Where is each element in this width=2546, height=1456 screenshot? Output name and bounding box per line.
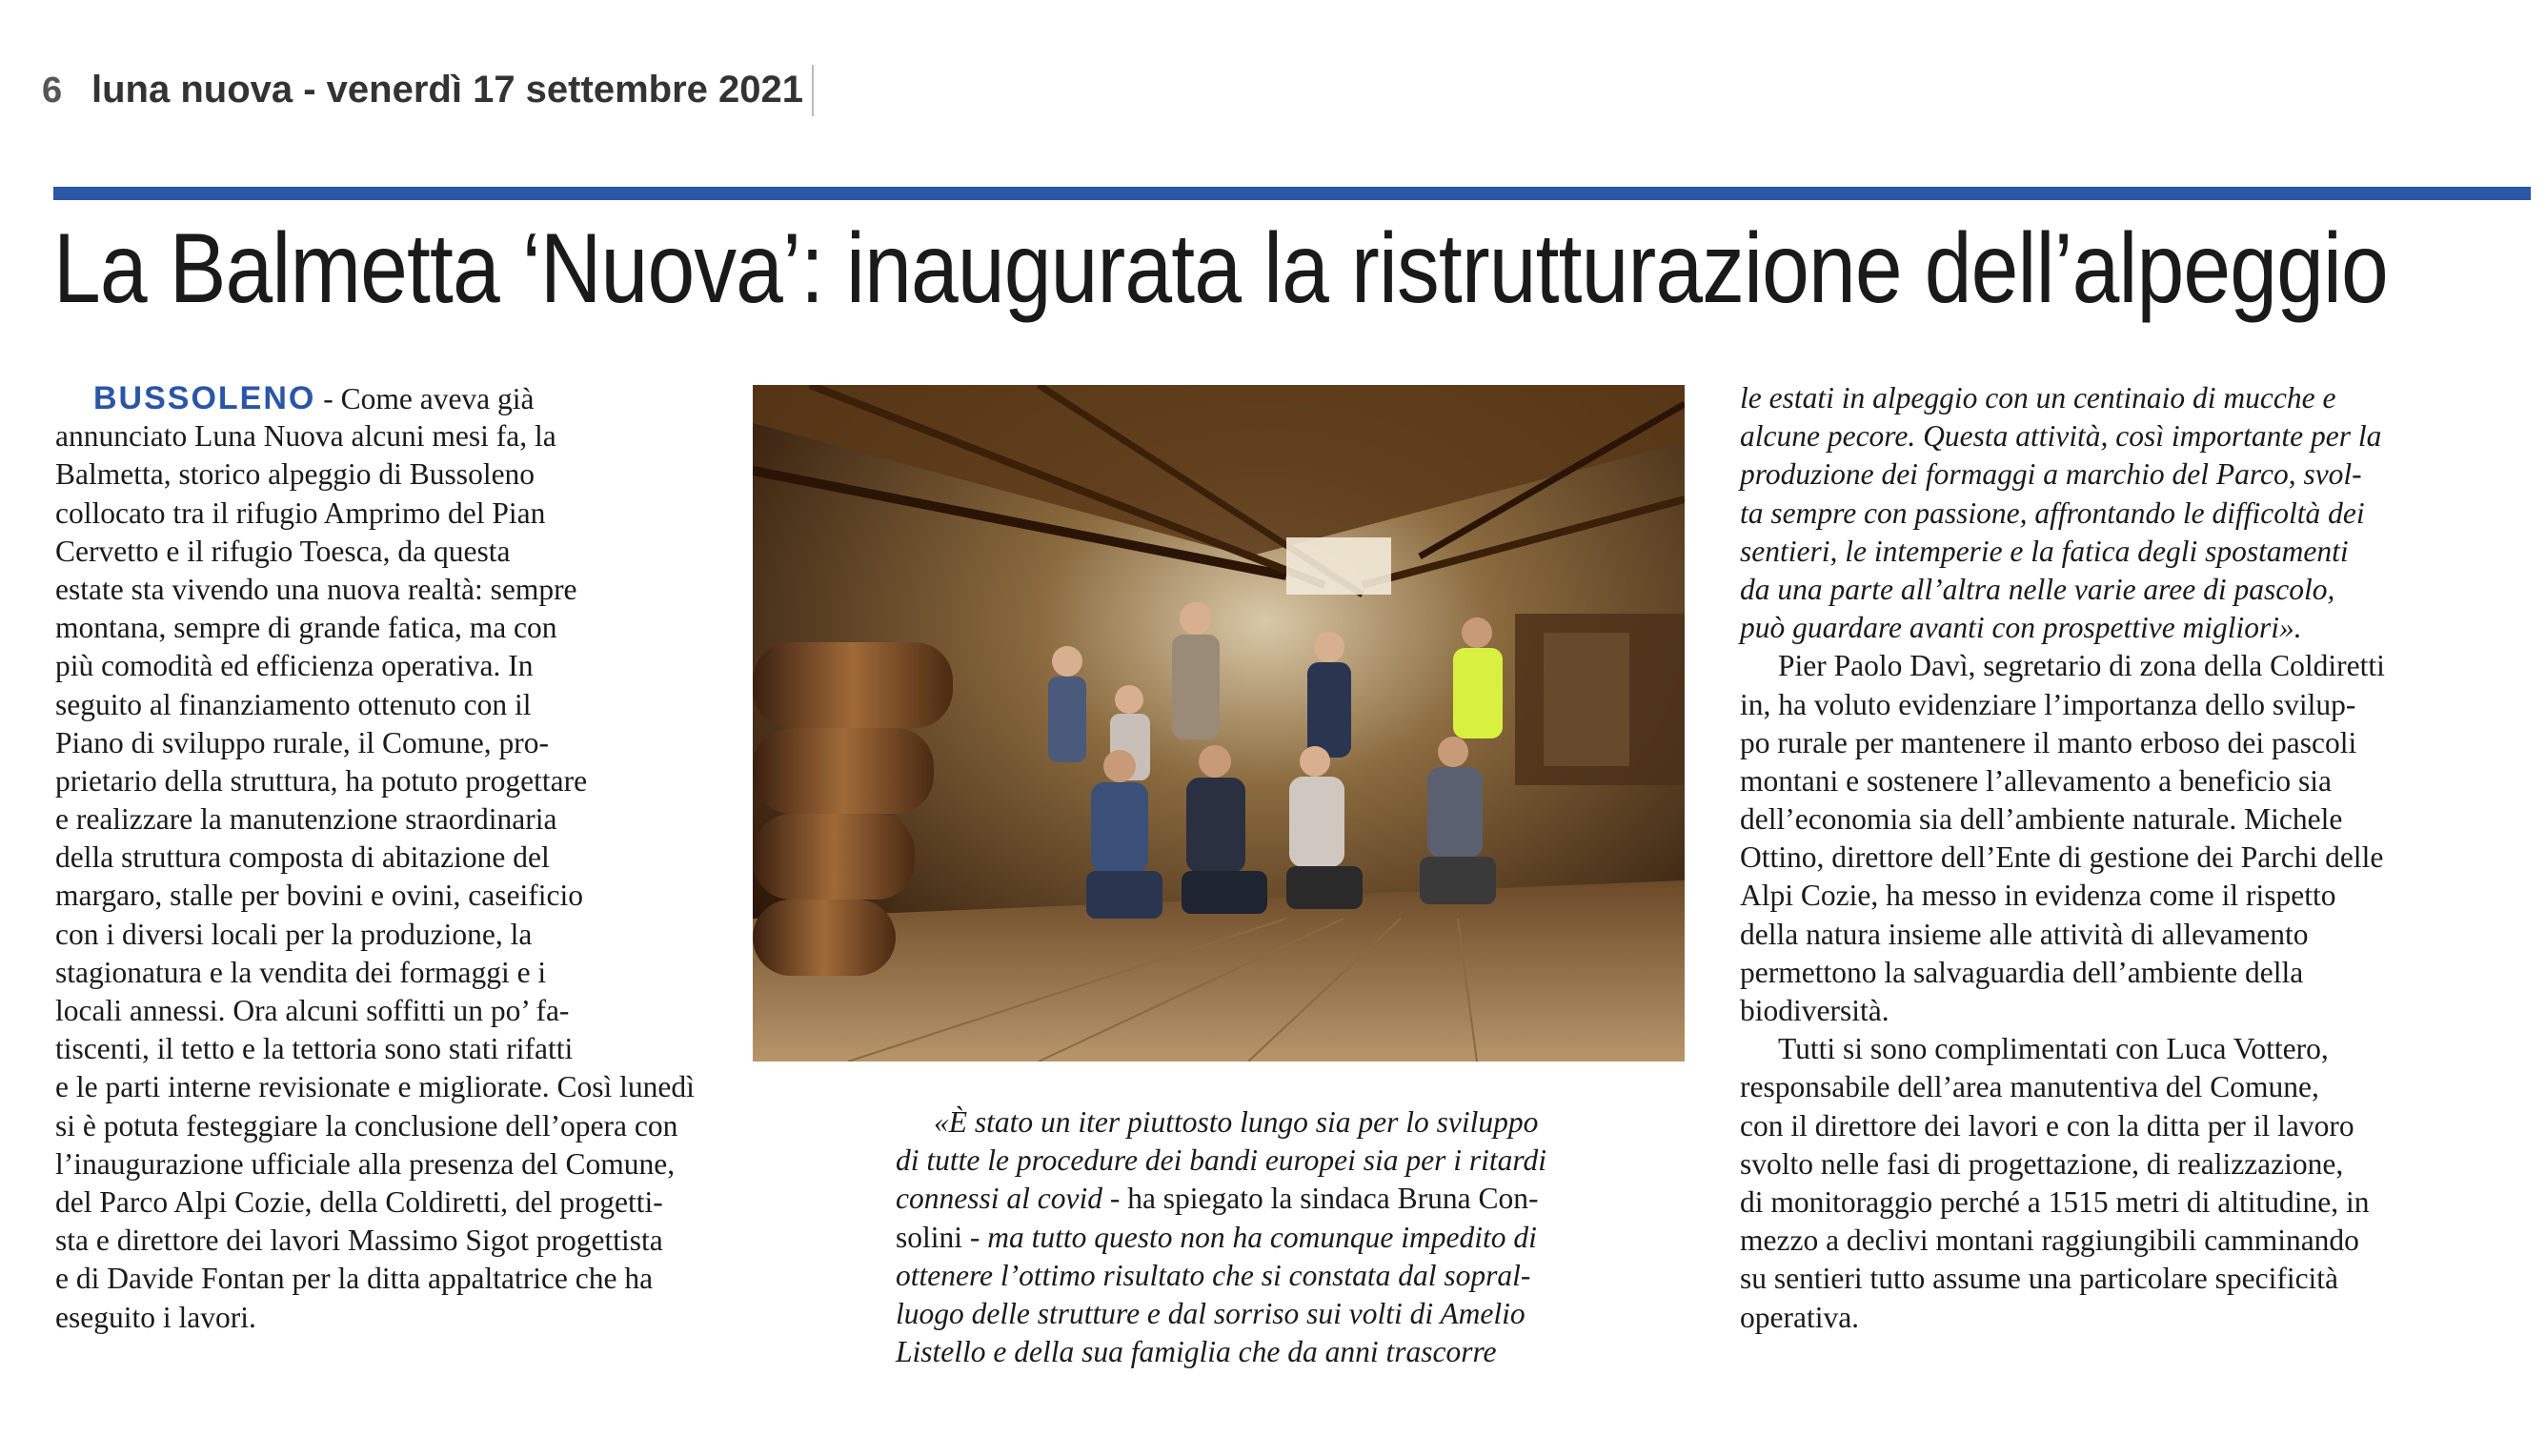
text-line: e realizzare la manutenzione straordinaria (55, 802, 557, 837)
italic-run: ma tutto questo non ha comunque impedito di (987, 1220, 1537, 1254)
italic-line: può guardare avanti con prospettive migliori». (1740, 611, 2302, 645)
text-line: svolto nelle fasi di progettazione, di realizzazione, (1740, 1146, 2344, 1181)
article-headline: La Balmetta ‘Nuova’: inaugurata la ristrutturazione dell’alpeggio (53, 213, 2388, 324)
text-line (896, 1257, 1687, 1295)
dateline: BUSSOLENO (93, 380, 316, 416)
text-line: Cervetto e il rifugio Toesca, da questa (55, 534, 511, 568)
italic-line: produzione dei formaggi a marchio del Parco, svol- (1740, 457, 2362, 492)
text-line: sta e direttore dei lavori Massimo Sigot progettista (55, 1223, 663, 1258)
page-number: 6 (42, 71, 63, 111)
text-line (896, 1142, 1687, 1180)
text-line: in, ha voluto evidenziare l’importanza dello svilup- (1740, 687, 2356, 721)
text-run: - Come aveva già (315, 382, 535, 415)
article-column-2 (896, 1103, 1687, 1371)
text-line: Piano di sviluppo rurale, il Comune, pro- (55, 725, 549, 759)
text-line: e le parti interne revisionate e migliorate. Così lunedì (55, 1070, 695, 1104)
text-line: tiscenti, il tetto e la tettoria sono stati rifatti (55, 1032, 574, 1066)
text-line: operativa. (1740, 1300, 1860, 1334)
text-line: con i diversi locali per la produzione, la (55, 917, 533, 951)
text-line: seguito al finanziamento ottenuto con il (55, 687, 532, 721)
italic-run: «È stato un iter piuttosto lungo sia per lo sviluppo (934, 1105, 1539, 1139)
text-line: montani e sostenere l’allevamento a beneficio sia (1740, 763, 2333, 798)
italic-run: di tutte le procedure dei bandi europei sia per i ritardi (896, 1143, 1546, 1178)
italic-run: luogo delle strutture e dal sorriso sui volti di Amelio (896, 1296, 1526, 1330)
text-line: Alpi Cozie, ha messo in evidenza come il rispetto (1740, 879, 2336, 913)
text-line: mezzo a declivi montani raggiungibili camminando (1740, 1223, 2359, 1258)
header-rule (53, 187, 2531, 200)
text-line: annunciato Luna Nuova alcuni mesi fa, la (55, 419, 556, 454)
italic-line: da una parte all’altra nelle varie aree di pascolo, (1740, 572, 2335, 606)
text-line: po rurale per mantenere il manto erboso dei pascoli (1740, 725, 2357, 759)
text-run: solini - (896, 1220, 988, 1254)
text-line: con il direttore dei lavori e con la ditta per il lavoro (1740, 1108, 2354, 1143)
text-line: e di Davide Fontan per la ditta appaltatrice che ha (55, 1262, 654, 1296)
text-line: eseguito i lavori. (55, 1300, 256, 1334)
text-line: del Parco Alpi Cozie, della Coldiretti, del progetti- (55, 1184, 663, 1219)
text-line: Tutti si sono complimentati con Luca Vottero, (1778, 1032, 2329, 1066)
text-line: Pier Paolo Davì, segretario di zona della Coldiretti (1778, 649, 2385, 683)
text-line: della struttura composta di abitazione del (55, 840, 550, 875)
text-line: margaro, stalle per bovini e ovini, caseificio (55, 879, 583, 913)
text-line: locali annessi. Ora alcuni soffitti un po’ fa- (55, 994, 570, 1027)
text-line: collocato tra il rifugio Amprimo del Pian (55, 495, 546, 530)
text-line: l’inaugurazione ufficiale alla presenza del Comune, (55, 1146, 676, 1181)
article-photo (753, 385, 1685, 1062)
text-line: su sentieri tutto assume una particolare specificità (1740, 1262, 2339, 1296)
italic-line: alcune pecore. Questa attività, così importante per la (1740, 419, 2382, 454)
text-line: stagionatura e la vendita dei formaggi e i (55, 955, 547, 989)
masthead: luna nuova - venerdì 17 settembre 2021 (91, 69, 803, 111)
article-column-1 (55, 379, 837, 1337)
italic-run: ottenere l’ottimo risultato che si constata dal sopral- (896, 1258, 1531, 1292)
text-line: più comodità ed efficienza operativa. In (55, 649, 534, 683)
text-run: - ha spiegato la sindaca Bruna Con- (1101, 1182, 1539, 1216)
text-line: responsabile dell’area manutentiva del Comune, (1740, 1070, 2319, 1104)
text-line: si è potuta festeggiare la conclusione dell’opera con (55, 1108, 678, 1143)
text-line: montana, sempre di grande fatica, ma con (55, 611, 557, 645)
text-line: prietario della struttura, ha potuto progettare (55, 763, 588, 798)
text-line: Ottino, direttore dell’Ente di gestione dei Parchi delle (1740, 840, 2384, 875)
text-line (896, 1180, 1687, 1218)
text-line: biodiversità. (1740, 994, 1889, 1027)
italic-line: le estati in alpeggio con un centinaio di mucche e (1740, 381, 2336, 415)
text-line: dell’economia sia dell’ambiente naturale. Michele (1740, 802, 2343, 837)
text-line (896, 1219, 1687, 1257)
italic-run: Listello e della sua famiglia che da anni trascorre (896, 1335, 1497, 1369)
italic-line: sentieri, le intemperie e la fatica degli spostamenti (1740, 534, 2349, 568)
text-line: permettono la salvaguardia dell’ambiente della (1740, 955, 2304, 989)
article-column-3 (1740, 379, 2531, 1337)
italic-run: connessi al covid (896, 1182, 1102, 1216)
text-line: estate sta vivendo una nuova realtà: sempre (55, 572, 577, 606)
italic-line: ta sempre con passione, affrontando le difficoltà dei (1740, 495, 2365, 530)
text-line (896, 1295, 1687, 1333)
masthead-divider (812, 65, 814, 116)
text-line: della natura insieme alle attività di allevamento (1740, 917, 2309, 951)
text-line: di monitoraggio perché a 1515 metri di altitudine, in (1740, 1184, 2370, 1219)
text-line (896, 1333, 1687, 1371)
attic-group-photo (753, 385, 1685, 1062)
text-line (896, 1103, 1687, 1142)
text-line (55, 379, 837, 417)
text-line: Balmetta, storico alpeggio di Bussoleno (55, 457, 535, 492)
